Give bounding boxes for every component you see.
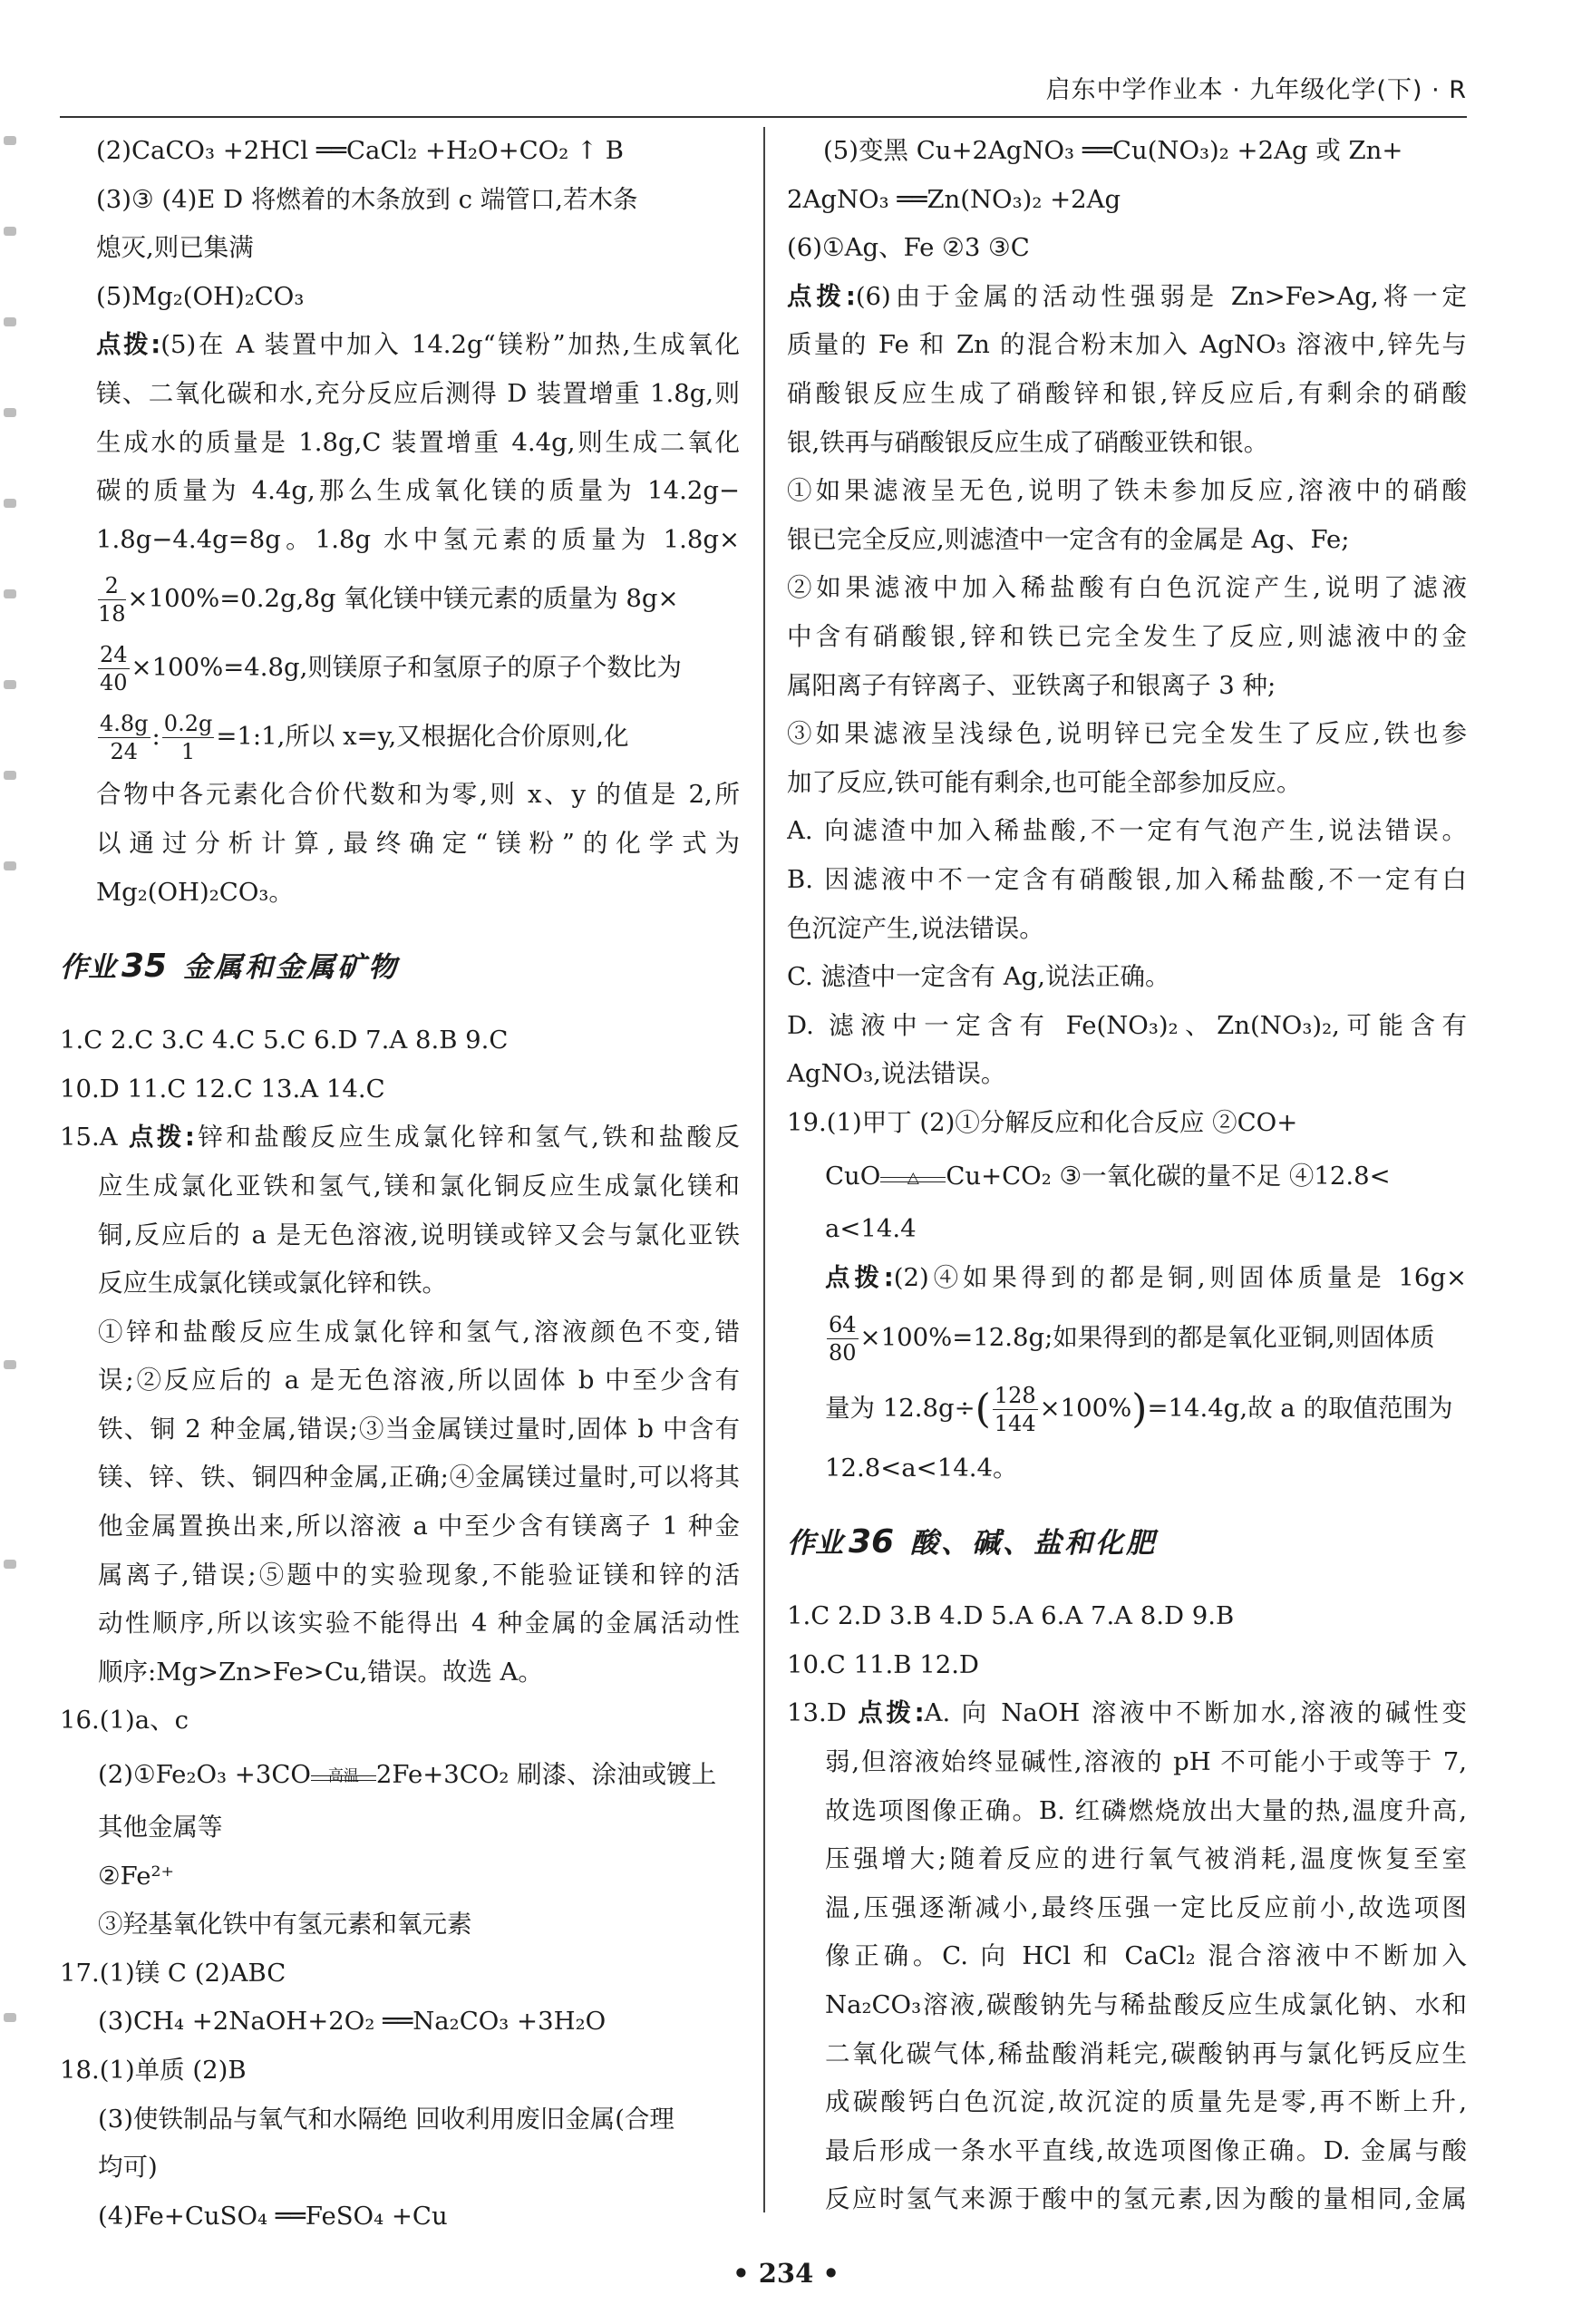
q19-line: 点拨:(2)④如果得到的都是铜,则固体质量是 16g× bbox=[825, 1263, 1467, 1293]
hint-line: 银,铁再与硝酸银反应生成了硝酸亚铁和银。 bbox=[787, 427, 1269, 457]
page-edge-artifacts bbox=[0, 109, 20, 2285]
hint-line: 点拨:(5)在 A 装置中加入 14.2g“镁粉”加热,生成氧化 bbox=[96, 330, 740, 360]
q18-line: 18.(1)单质 (2)B bbox=[60, 2056, 247, 2085]
q15-line: 15.A 点拨:锌和盐酸反应生成氯化锌和氢气,铁和盐酸反 bbox=[60, 1123, 740, 1152]
q15-line: 动性顺序,所以该实验不能得出 4 种金属的金属活动性 bbox=[98, 1609, 740, 1638]
q13-line: 压强增大;随着反应的进行氧气被消耗,温度恢复至室 bbox=[825, 1844, 1467, 1874]
q18-line: (3)使铁制品与氧气和水隔绝 回收利用废旧金属(合理 bbox=[98, 2104, 674, 2134]
q13-line: 二氧化碳气体,稀盐酸消耗完,碳酸钠再与氯化钙反应生 bbox=[825, 2038, 1467, 2068]
hint-line: 硝酸银反应生成了硝酸锌和银,锌反应后,有剩余的硝酸 bbox=[787, 378, 1467, 408]
answer-line: 熄灭,则已集满 bbox=[96, 233, 254, 263]
answer-line: (3)③ (4)E D 将燃着的木条放到 c 端管口,若木条 bbox=[96, 184, 638, 214]
q16-equation: (2)①Fe₂O₃ +3CO 高温 2Fe+3CO₂ 刷漆、涂油或镀上 bbox=[98, 1760, 717, 1790]
q16-line: ③羟基氧化铁中有氢元素和氧元素 bbox=[98, 1910, 472, 1940]
answer-key-line: 10.D 11.C 12.C 13.A 14.C bbox=[60, 1074, 385, 1104]
page-number: • 234 • bbox=[733, 2258, 839, 2289]
left-column bbox=[60, 127, 740, 2241]
answer-key-line: 10.C 11.B 12.D bbox=[787, 1649, 979, 1679]
section-heading-36: 作业 36 酸、碱、盐和化肥 bbox=[787, 1523, 1158, 1561]
hint-line: Mg₂(OH)₂CO₃。 bbox=[96, 877, 294, 907]
q13-line: 成碳酸钙白色沉淀,故沉淀的质量先是零,再不断上升, bbox=[825, 2087, 1467, 2117]
answer-key-line: 1.C 2.D 3.B 4.D 5.A 6.A 7.A 8.D 9.B bbox=[787, 1601, 1235, 1631]
q13-line: 最后形成一条水平直线,故选项图像正确。D. 金属与酸 bbox=[825, 2135, 1467, 2165]
q19-line: a<14.4 bbox=[825, 1214, 917, 1244]
hint-line: 属阳离子有锌离子、亚铁离子和银离子 3 种; bbox=[787, 670, 1276, 700]
q19-equation: CuO △ Cu+CO₂ ③一氧化碳的量不足 ④12.8< bbox=[825, 1162, 1391, 1191]
q15-line: ①锌和盐酸反应生成氯化锌和氢气,溶液颜色不变,错 bbox=[98, 1317, 740, 1347]
fraction-line: 量为 12.8g÷( $\frac{128}{144}$ ×100%)=14.4g,故 a 的取值范围为 bbox=[825, 1382, 1453, 1436]
hint-line: 加了反应,铁可能有剩余,也可能全部参加反应。 bbox=[787, 767, 1302, 797]
q15-line: 反应生成氯化镁或氯化锌和铁。 bbox=[98, 1269, 447, 1298]
fraction: $\frac{2}{18}$ bbox=[98, 573, 126, 627]
hint-line: 碳的质量为 4.4g,那么生成氧化镁的质量为 14.2g− bbox=[96, 476, 740, 506]
section-heading-35: 作业 35 金属和金属矿物 bbox=[60, 948, 400, 986]
q15-line: 误;②反应后的 a 是无色溶液,所以固体 b 中至少含有 bbox=[98, 1366, 740, 1395]
q15-line: 铁、铜 2 种金属,错误;③当金属镁过量时,固体 b 中含有 bbox=[98, 1414, 740, 1444]
hint-line: A. 向滤渣中加入稀盐酸,不一定有气泡产生,说法错误。 bbox=[787, 816, 1467, 846]
q16-line: ②Fe²⁺ bbox=[98, 1861, 175, 1891]
answer-key-line: 1.C 2.C 3.C 4.C 5.C 6.D 7.A 8.B 9.C bbox=[60, 1026, 509, 1055]
q19-line: 19.(1)甲丁 (2)①分解反应和化合反应 ②CO+ bbox=[787, 1107, 1298, 1137]
hint-line: 色沉淀产生,说法错误。 bbox=[787, 913, 1044, 943]
q15-line: 铜,反应后的 a 是无色溶液,说明镁或锌又会与氯化亚铁 bbox=[98, 1220, 740, 1250]
hint-line: ①如果滤液呈无色,说明了铁未参加反应,溶液中的硝酸 bbox=[787, 476, 1467, 506]
q18-line: (4)Fe+CuSO₄ ══FeSO₄ +Cu bbox=[98, 2201, 448, 2231]
answer-line: (5)Mg₂(OH)₂CO₃ bbox=[96, 281, 305, 311]
hint-line: 点拨:(6)由于金属的活动性强弱是 Zn>Fe>Ag,将一定 bbox=[787, 281, 1467, 311]
hint-line: 中含有硝酸银,锌和铁已完全发生了反应,则滤液中的金 bbox=[787, 621, 1467, 651]
reaction-arrow: 高温 bbox=[311, 1767, 376, 1785]
hint-line: 镁、二氧化碳和水,充分反应后测得 D 装置增重 1.8g,则 bbox=[96, 378, 740, 408]
hint-line: 质量的 Fe 和 Zn 的混合粉末加入 AgNO₃ 溶液中,锌先与 bbox=[787, 330, 1467, 360]
q13-line: 温,压强逐渐减小,最终压强一定比反应前小,故选项图 bbox=[825, 1892, 1467, 1922]
hint-line: ②如果滤液中加入稀盐酸有白色沉淀产生,说明了滤液 bbox=[787, 573, 1467, 603]
hint-label: 点拨: bbox=[787, 281, 856, 311]
page-header bbox=[60, 65, 1467, 118]
q13-line: 故选项图像正确。B. 红磷燃烧放出大量的热,温度升高, bbox=[825, 1795, 1467, 1825]
fraction-line: $\frac{24}{40}$ ×100%=4.8g,则镁原子和氢原子的原子个数比为 bbox=[100, 642, 682, 696]
hint-line: 1.8g−4.4g=8g。1.8g 水中氢元素的质量为 1.8g× bbox=[96, 524, 740, 554]
hint-line: C. 滤渣中一定含有 Ag,说法正确。 bbox=[787, 962, 1170, 992]
fraction-line: $\frac{4.8g}{24}$ : $\frac{0.2g}{1}$ =1:1,所以 x=y,又根据化合价原则,化 bbox=[100, 711, 629, 765]
hint-line: 生成水的质量是 1.8g,C 装置增重 4.4g,则生成二氧化 bbox=[96, 427, 740, 457]
hint-line: 银已完全反应,则滤渣中一定含有的金属是 Ag、Fe; bbox=[787, 524, 1350, 554]
column-divider bbox=[763, 127, 765, 2212]
q13-line: Na₂CO₃溶液,碳酸钠先与稀盐酸反应生成氯化钠、水和 bbox=[825, 1990, 1467, 2019]
q19-line: 12.8<a<14.4。 bbox=[825, 1453, 1018, 1483]
q13-line: 13.D 点拨:A. 向 NaOH 溶液中不断加水,溶液的碱性变 bbox=[787, 1698, 1467, 1728]
hint-label: 点拨: bbox=[96, 330, 161, 360]
header-title: 启东中学作业本 · 九年级化学(下) · R bbox=[1045, 76, 1467, 104]
answer-line: (6)①Ag、Fe ②3 ③C bbox=[787, 233, 1030, 263]
q15-line: 镁、锌、铁、铜四种金属,正确;④金属镁过量时,可以将其 bbox=[98, 1463, 740, 1493]
answer-line: (5)变黑 Cu+2AgNO₃ ══Cu(NO₃)₂ +2Ag 或 Zn+ bbox=[823, 136, 1403, 165]
hint-line: 合物中各元素化合价代数和为零,则 x、y 的值是 2,所 bbox=[96, 780, 740, 810]
q15-line: 他金属置换出来,所以溶液 a 中至少含有镁离子 1 种金 bbox=[98, 1512, 740, 1541]
answer-line: 2AgNO₃ ══Zn(NO₃)₂ +2Ag bbox=[787, 184, 1121, 214]
fraction-line: $\frac{2}{18}$ ×100%=0.2g,8g 氧化镁中镁元素的质量为 8g× bbox=[98, 573, 679, 627]
fraction: $\frac{128}{144}$ bbox=[994, 1382, 1036, 1436]
hint-line: ③如果滤液呈浅绿色,说明锌已完全发生了反应,铁也参 bbox=[787, 719, 1467, 749]
q16-line: 16.(1)a、c bbox=[60, 1706, 189, 1736]
reaction-arrow: △ bbox=[880, 1169, 946, 1187]
fraction: $\frac{24}{40}$ bbox=[100, 642, 128, 696]
fraction: $\frac{0.2g}{1}$ bbox=[163, 711, 213, 765]
hint-line: 以通过分析计算,最终确定“镁粉”的化学式为 bbox=[96, 828, 740, 858]
q13-line: 反应时氢气来源于酸中的氢元素,因为酸的量相同,金属 bbox=[825, 2184, 1467, 2214]
hint-line: B. 因滤液中不一定含有硝酸银,加入稀盐酸,不一定有白 bbox=[787, 864, 1467, 894]
q16-line: 其他金属等 bbox=[98, 1813, 223, 1843]
q17-line: 17.(1)镁 C (2)ABC bbox=[60, 1958, 286, 1988]
hint-line: AgNO₃,说法错误。 bbox=[787, 1059, 1006, 1089]
q15-line: 顺序:Mg>Zn>Fe>Cu,错误。故选 A。 bbox=[98, 1657, 543, 1687]
q17-line: (3)CH₄ +2NaOH+2O₂ ══Na₂CO₃ +3H₂O bbox=[98, 2007, 606, 2037]
q15-line: 应生成氯化亚铁和氢气,镁和氯化铜反应生成氯化镁和 bbox=[98, 1171, 740, 1201]
fraction: $\frac{4.8g}{24}$ bbox=[100, 711, 149, 765]
answer-line: (2)CaCO₃ +2HCl ══CaCl₂ +H₂O+CO₂ ↑ B bbox=[96, 136, 624, 165]
q13-line: 像正确。C. 向 HCl 和 CaCl₂ 混合溶液中不断加入 bbox=[825, 1941, 1467, 1971]
q13-line: 弱,但溶液始终显碱性,溶液的 pH 不可能小于或等于 7, bbox=[825, 1747, 1467, 1777]
right-column bbox=[787, 127, 1467, 2224]
q15-line: 属离子,错误;⑤题中的实验现象,不能验证镁和锌的活 bbox=[98, 1560, 740, 1590]
fraction-line: $\frac{64}{80}$ ×100%=12.8g;如果得到的都是氧化亚铜,则固体质 bbox=[829, 1311, 1435, 1366]
hint-line: D. 滤液中一定含有 Fe(NO₃)₂、Zn(NO₃)₂,可能含有 bbox=[787, 1010, 1467, 1040]
q18-line: 均可) bbox=[98, 2153, 158, 2183]
fraction: $\frac{64}{80}$ bbox=[829, 1311, 857, 1366]
